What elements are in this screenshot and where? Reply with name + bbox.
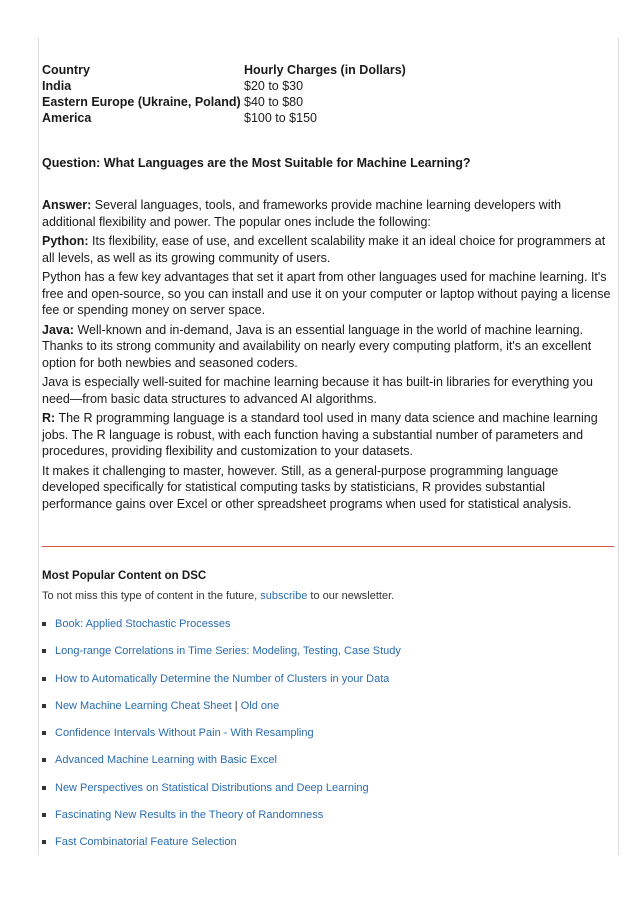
subscribe-link[interactable]: subscribe [260,590,308,602]
column-header-hourly-charges: Hourly Charges (in Dollars) [244,63,406,77]
bullet-icon [42,649,46,653]
java-paragraph-2: Java is especially well-suited for machine learning because it has built-in libraries for everything you need—from basic data structures to advanced AI algorithms. [42,375,593,406]
charge-cell: $40 to $80 [244,95,304,109]
charge-cell: $20 to $30 [244,79,304,93]
hourly-rates-table [42,62,406,126]
table-row [42,78,406,94]
table-header-row [42,62,406,78]
article-link[interactable]: New Perspectives on Statistical Distributions and Deep Learning [55,781,369,794]
country-cell: Eastern Europe (Ukraine, Poland) [42,95,241,109]
popular-content-list [42,617,401,863]
right-margin-line [618,38,619,855]
bullet-icon [42,840,46,844]
article-body [42,197,614,515]
old-one-link[interactable]: Old one [240,699,280,712]
bullet-icon [42,758,46,762]
answer-paragraph [42,197,614,230]
bullet-icon [42,677,46,681]
country-cell: India [42,79,72,93]
python-label: Python: [42,234,89,248]
list-item [42,672,401,699]
article-link[interactable]: How to Automatically Determine the Number of Clusters in your Data [55,672,390,685]
article-link[interactable]: Advanced Machine Learning with Basic Excel [55,754,277,767]
list-item [42,781,401,808]
article-link[interactable]: Long-range Correlations in Time Series: Modeling, Testing, Case Study [55,645,401,658]
java-paragraph [42,322,614,372]
section-divider [42,546,614,547]
list-item [42,835,401,862]
python-paragraph [42,233,614,266]
list-item [42,726,401,753]
article-link[interactable]: Book: Applied Stochastic Processes [55,618,231,630]
r-text: The R programming language is a standard tool used in many data science and machine learning jobs. The R language is robust, with each function having a substantial number of parameters and procedures, providing flexibility and customization to your datasets. [42,411,598,458]
bullet-icon [42,786,46,790]
table-row [42,94,406,110]
bullet-icon [42,704,46,708]
article-link[interactable]: Confidence Intervals Without Pain - With Resampling [55,727,314,740]
python-paragraph-2: Python has a few key advantages that set it apart from other languages used for machine learning. It's free and open-source, so you can install and use it on your computer or laptop without paying a license fee or spending money on server space. [42,270,611,317]
bullet-icon [42,622,46,626]
link-separator: | [231,699,241,712]
column-header-country: Country [42,63,90,77]
r-label: R: [42,411,56,425]
table-row [42,110,406,126]
list-item [42,808,401,835]
bullet-icon [42,813,46,817]
article-link[interactable]: Fascinating New Results in the Theory of Randomness [55,809,324,822]
java-label: Java: [42,322,74,337]
python-text: Its flexibility, ease of use, and excellent scalability make it an ideal choice for programmers at all levels, as well as its growing community of users. [42,234,606,265]
newsletter-intro [42,590,394,602]
article-link[interactable]: Fast Combinatorial Feature Selection [55,836,237,849]
question-heading: Question: What Languages are the Most Suitable for Machine Learning? [42,156,471,170]
list-item [42,699,401,726]
answer-text: Several languages, tools, and frameworks provide machine learning developers with additional flexibility and power. The popular ones include the following: [42,198,562,229]
r-paragraph-2: It makes it challenging to master, however. Still, as a general-purpose programming language developed specifically for statistical computing tasks by statisticians, R provides substantial performance gains over Excel or other spreadsheet programs when used for statistical analysis. [42,463,572,511]
left-margin-line [38,38,39,855]
intro-after: to our newsletter. [307,590,395,602]
list-item [42,617,401,644]
country-cell: America [42,111,92,125]
list-item [42,644,401,671]
r-paragraph [42,410,614,460]
charge-cell: $100 to $150 [244,111,317,125]
list-item [42,753,401,780]
answer-label: Answer: [42,198,92,212]
intro-before: To not miss this type of content in the future, [42,590,261,602]
bullet-icon [42,731,46,735]
java-text: Well-known and in-demand, Java is an essential language in the world of machine learning. Thanks to its strong community and availability on nearly every computing platform, it's an excellent option for both newbies and seasoned coders. [42,322,592,370]
popular-content-title: Most Popular Content on DSC [42,570,207,582]
article-link[interactable]: New Machine Learning Cheat Sheet [55,699,232,712]
